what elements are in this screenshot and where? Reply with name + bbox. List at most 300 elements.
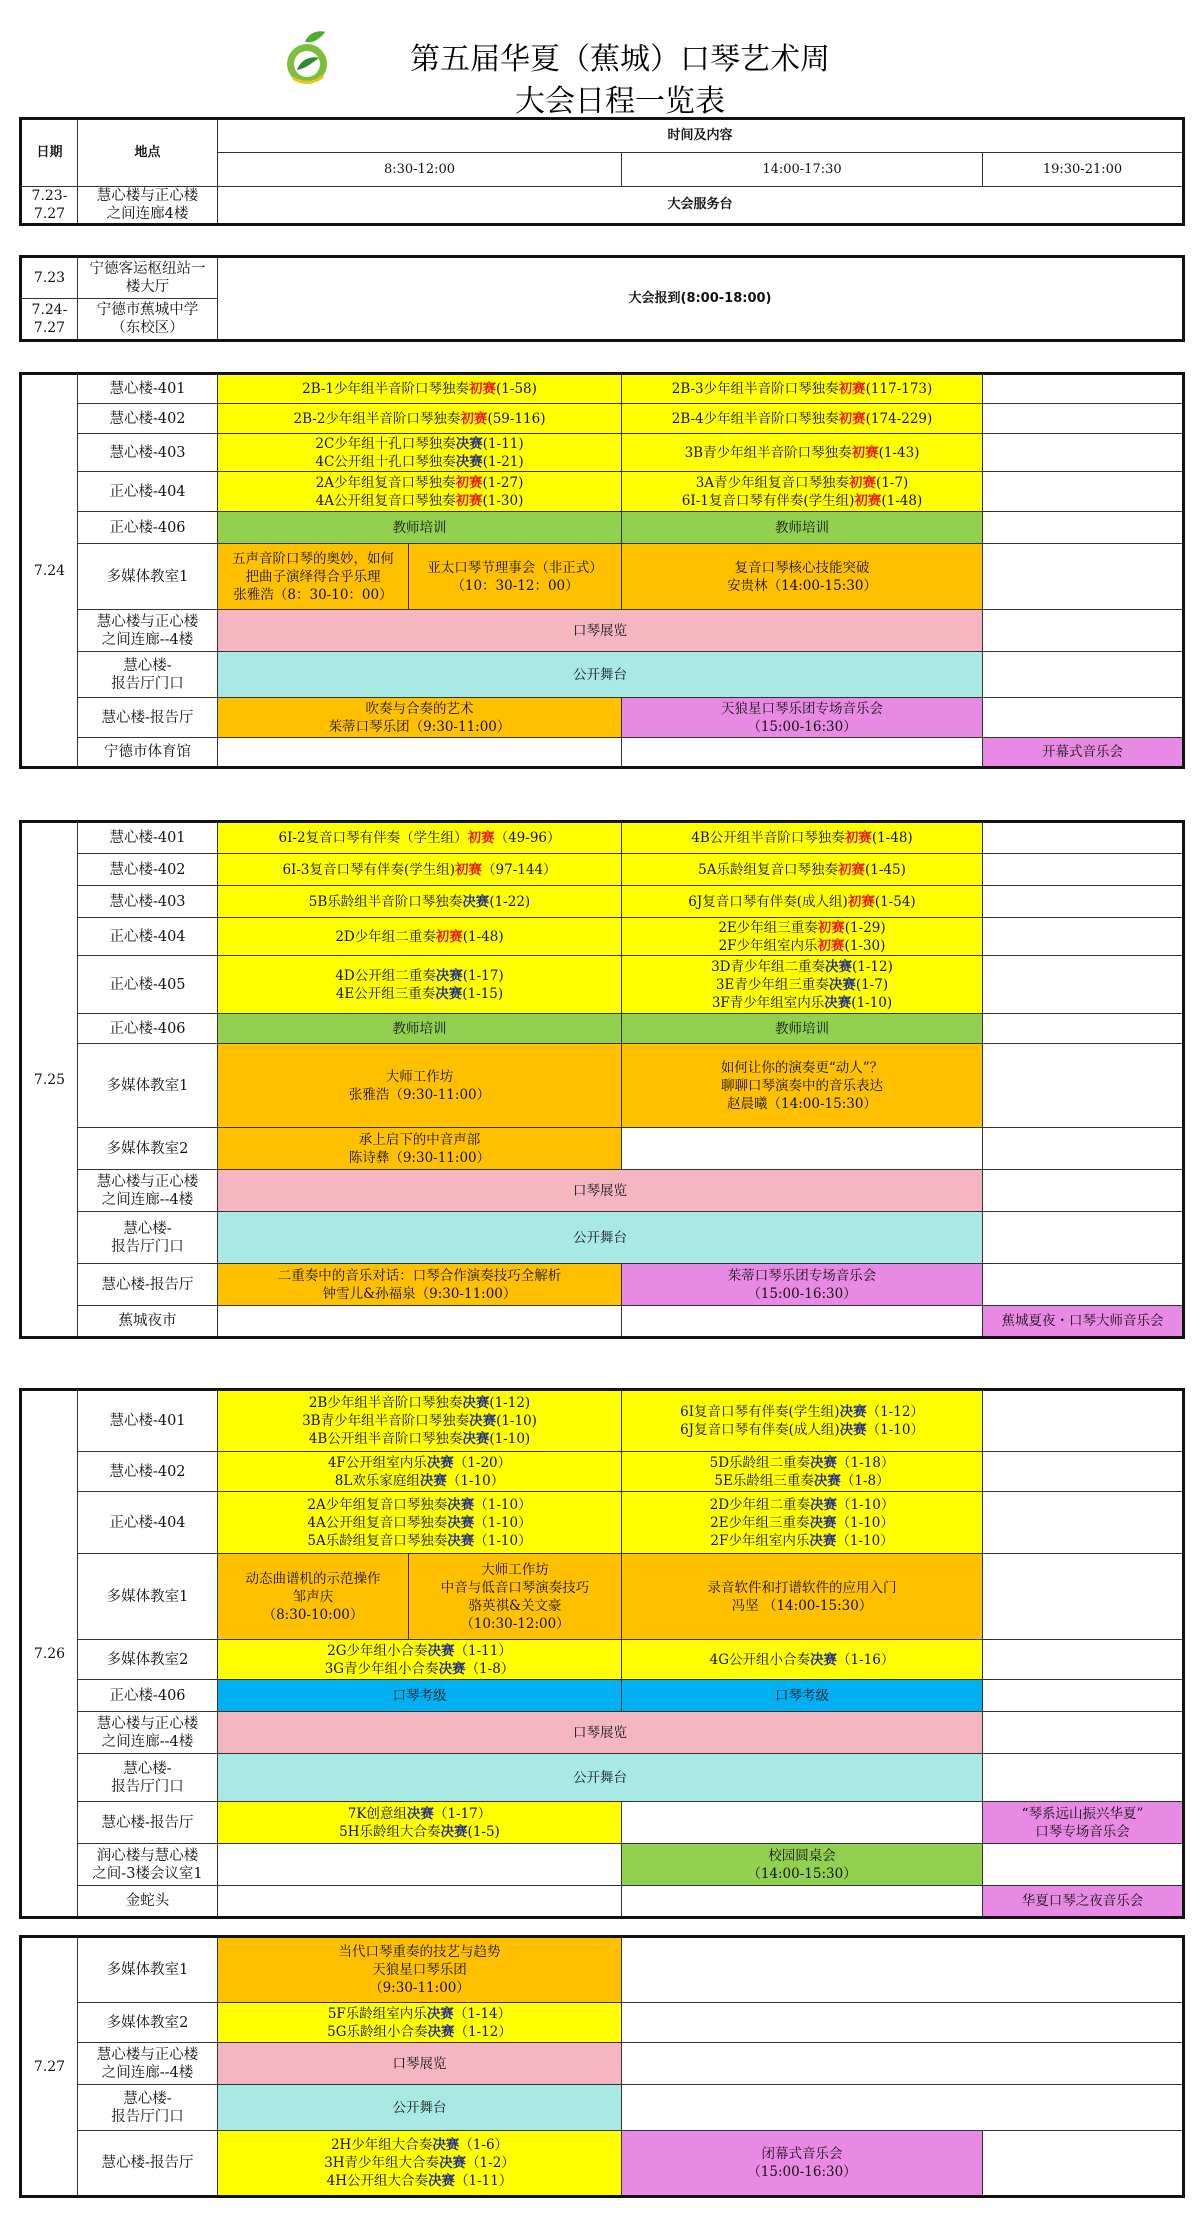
event-line bbox=[624, 1077, 980, 1095]
venue-name-line: 之间连廊--4楼 bbox=[101, 1191, 194, 1208]
event-cell bbox=[622, 886, 983, 918]
event-cell bbox=[622, 2131, 983, 2197]
event-cell bbox=[218, 1492, 622, 1554]
event-line bbox=[624, 893, 980, 911]
event-text: 聊聊口琴演奏中的音乐表达 bbox=[721, 1077, 883, 1094]
empty-cell bbox=[983, 886, 1184, 918]
column-header-date: 日期 bbox=[21, 119, 78, 187]
day-date: 7.25 bbox=[21, 822, 78, 1338]
event-text: （1-11） bbox=[454, 1642, 512, 1659]
event-cell bbox=[622, 1492, 983, 1554]
event-line bbox=[624, 1847, 980, 1865]
venue-name bbox=[78, 1044, 218, 1128]
service-desk-cell: 大会服务台 bbox=[218, 187, 1184, 225]
stage-label-final: 决赛 bbox=[435, 985, 463, 1002]
page-title: 第五届华夏（蕉城）口琴艺术周 bbox=[410, 42, 830, 77]
event-line bbox=[624, 519, 980, 537]
event-text: (117-173) bbox=[865, 381, 933, 397]
schedule-row bbox=[21, 698, 1184, 738]
event-text: （10：30-12：00） bbox=[451, 577, 579, 594]
venue-name bbox=[78, 1640, 218, 1680]
venue-name-line: 报告厅门口 bbox=[111, 2108, 184, 2125]
event-text: 3B青少年组半音阶口琴独奏 bbox=[302, 1413, 470, 1429]
event-cell bbox=[218, 2085, 622, 2131]
stage-label-final: 决赛 bbox=[455, 435, 483, 452]
day-table bbox=[19, 372, 1185, 769]
event-text: 2B-3少年组半音阶口琴独奏 bbox=[671, 381, 839, 397]
event-line bbox=[624, 1267, 980, 1285]
schedule-row bbox=[21, 1680, 1184, 1712]
schedule-row bbox=[21, 1212, 1184, 1264]
event-line bbox=[985, 1805, 1180, 1823]
event-line bbox=[220, 1394, 619, 1412]
event-line bbox=[624, 1514, 980, 1532]
event-line bbox=[624, 444, 980, 462]
empty-cell bbox=[983, 544, 1184, 610]
empty-cell bbox=[983, 1170, 1184, 1212]
event-line bbox=[624, 718, 980, 736]
event-text: （15:00-16:30） bbox=[747, 2164, 857, 2180]
event-line bbox=[624, 2145, 980, 2163]
event-text: 把曲子演绎得合乎乐理 bbox=[245, 568, 381, 585]
event-cell bbox=[983, 1886, 1184, 1918]
event-text: (1-15) bbox=[462, 985, 504, 1002]
event-line bbox=[220, 1514, 619, 1532]
event-text: 6I-2复音口琴有伴奏（学生组） bbox=[278, 830, 468, 846]
venue-name-line: 慧心楼-报告厅 bbox=[101, 709, 194, 726]
event-cell bbox=[218, 1014, 622, 1044]
schedule-header-table bbox=[19, 117, 1185, 226]
event-text: (1-22) bbox=[489, 893, 531, 910]
empty-cell bbox=[983, 1492, 1184, 1554]
event-line bbox=[220, 586, 406, 604]
event-cell bbox=[218, 1554, 409, 1640]
event-line bbox=[220, 1823, 619, 1841]
event-text: （1-8） bbox=[465, 1660, 515, 1677]
event-line bbox=[624, 829, 980, 847]
event-line bbox=[624, 1285, 980, 1303]
schedule-row bbox=[21, 822, 1184, 854]
event-line bbox=[624, 559, 980, 577]
stage-label-preliminary: 初赛 bbox=[847, 893, 875, 910]
event-text: 口琴展览 bbox=[573, 1182, 627, 1199]
venue-name-line: 慧心楼与正心楼 bbox=[96, 1173, 199, 1190]
column-header-afternoon: 14:00-17:30 bbox=[622, 153, 983, 187]
event-line bbox=[624, 937, 980, 955]
event-line bbox=[411, 1615, 619, 1633]
event-line bbox=[220, 435, 619, 453]
venue-name bbox=[78, 1212, 218, 1264]
empty-cell bbox=[622, 2085, 1184, 2131]
venue-name bbox=[78, 1492, 218, 1554]
schedule-row bbox=[21, 1802, 1184, 1844]
event-line bbox=[220, 967, 619, 985]
event-text: 2E少年组三重奏 bbox=[718, 919, 818, 936]
event-cell bbox=[218, 652, 983, 698]
venue-name-line: 多媒体教室1 bbox=[106, 568, 189, 585]
day-section-0725 bbox=[19, 820, 1182, 1339]
venue-name bbox=[78, 434, 218, 472]
event-text: 2H少年组大合奏 bbox=[330, 2137, 433, 2153]
event-line bbox=[220, 1229, 980, 1247]
venue-name bbox=[78, 2003, 218, 2043]
stage-label-final: 决赛 bbox=[439, 2155, 467, 2171]
venue-name bbox=[78, 610, 218, 652]
event-line bbox=[411, 559, 619, 577]
venue-name-line: 正心楼-405 bbox=[109, 976, 186, 993]
event-cell bbox=[622, 374, 983, 404]
event-cell bbox=[622, 1452, 983, 1492]
venue-name bbox=[78, 698, 218, 738]
event-cell bbox=[983, 1802, 1184, 1844]
stage-label-final: 决赛 bbox=[438, 1660, 466, 1677]
stage-label-preliminary: 初赛 bbox=[817, 937, 845, 954]
venue-name bbox=[78, 1170, 218, 1212]
event-line bbox=[220, 622, 980, 640]
venue-name-line: 报告厅门口 bbox=[111, 675, 184, 692]
event-line bbox=[220, 2023, 619, 2041]
event-line bbox=[624, 1865, 980, 1883]
event-text: （1-8） bbox=[840, 1472, 890, 1489]
event-cell bbox=[218, 2003, 622, 2043]
event-text: （15:00-16:30） bbox=[747, 718, 857, 735]
event-cell bbox=[983, 1306, 1184, 1338]
event-text: 公开舞台 bbox=[573, 1229, 627, 1246]
event-text: 口琴展览 bbox=[392, 2055, 447, 2072]
stage-label-preliminary: 初赛 bbox=[467, 830, 495, 846]
venue-name-line: 多媒体教室1 bbox=[106, 1962, 189, 1978]
schedule-row bbox=[21, 854, 1184, 886]
event-line bbox=[220, 550, 406, 568]
event-line bbox=[624, 2163, 980, 2181]
stage-label-preliminary: 初赛 bbox=[817, 919, 845, 936]
event-text: 4B公开组半音阶口琴独奏 bbox=[691, 830, 845, 846]
stage-label-preliminary: 初赛 bbox=[837, 861, 865, 878]
event-line bbox=[220, 861, 619, 879]
event-line bbox=[624, 919, 980, 937]
event-text: (1-54) bbox=[874, 893, 916, 910]
event-cell bbox=[218, 1128, 622, 1170]
event-line bbox=[624, 958, 980, 976]
event-line bbox=[220, 2172, 619, 2190]
event-text: (1-17) bbox=[462, 967, 504, 984]
event-text: 动态曲谱机的示范操作 bbox=[245, 1570, 381, 1587]
event-line bbox=[220, 1769, 980, 1787]
empty-cell bbox=[983, 1390, 1184, 1452]
empty-cell bbox=[983, 1640, 1184, 1680]
venue-name-line: 慧心楼-402 bbox=[109, 1463, 186, 1480]
empty-cell bbox=[218, 1306, 622, 1338]
venue-name bbox=[78, 404, 218, 434]
day-section-0724 bbox=[19, 372, 1182, 769]
event-line bbox=[220, 1496, 619, 1514]
header-section bbox=[19, 117, 1182, 226]
event-cell bbox=[622, 512, 983, 544]
event-text: 骆英祺&关文豪 bbox=[468, 1597, 562, 1614]
event-line bbox=[220, 1086, 619, 1104]
stage-label-final: 决赛 bbox=[426, 1454, 454, 1471]
event-cell bbox=[622, 1680, 983, 1712]
venue-name-line: 慧心楼-402 bbox=[109, 410, 186, 427]
event-text: (1-11) bbox=[482, 435, 524, 452]
event-line bbox=[220, 2055, 619, 2073]
venue-name bbox=[78, 2085, 218, 2131]
event-text: （49-96） bbox=[494, 830, 561, 846]
event-text: 天狼星口琴乐团专场音乐会 bbox=[721, 700, 884, 717]
event-text: 5B乐龄组半音阶口琴独奏 bbox=[308, 893, 463, 910]
stage-label-final: 决赛 bbox=[455, 453, 483, 470]
event-text: 5A乐龄组复音口琴独奏 bbox=[307, 1532, 448, 1549]
event-line bbox=[985, 1823, 1180, 1841]
event-text: (1-48) bbox=[462, 928, 504, 945]
registration-date: 7.24-7.27 bbox=[21, 299, 78, 341]
stage-label-final: 决赛 bbox=[462, 1395, 490, 1411]
event-line bbox=[220, 492, 619, 510]
event-text: （1-20） bbox=[453, 1454, 512, 1471]
event-line bbox=[220, 1660, 619, 1678]
event-line bbox=[624, 410, 980, 428]
empty-cell bbox=[983, 404, 1184, 434]
event-text: （97-144） bbox=[482, 861, 557, 878]
venue-name-line: 慧心楼-报告厅 bbox=[101, 1814, 194, 1831]
event-line bbox=[220, 1606, 406, 1624]
stage-label-preliminary: 初赛 bbox=[460, 410, 488, 427]
registration-section bbox=[19, 255, 1182, 342]
event-text: （1-6） bbox=[459, 2137, 509, 2153]
event-cell bbox=[622, 1554, 983, 1640]
stage-label-final: 决赛 bbox=[440, 1823, 468, 1840]
event-text: (1-12) bbox=[489, 1395, 531, 1411]
event-line bbox=[220, 928, 619, 946]
event-line bbox=[624, 700, 980, 718]
event-text: （8:30-10:00） bbox=[262, 1606, 364, 1623]
event-text: 6J复音口琴有伴奏(成人组) bbox=[688, 893, 848, 910]
stage-label-final: 决赛 bbox=[809, 1532, 837, 1549]
event-line bbox=[624, 861, 980, 879]
empty-cell bbox=[983, 2131, 1184, 2197]
venue-name-line: 慧心楼-401 bbox=[109, 830, 186, 846]
stage-label-final: 决赛 bbox=[810, 1651, 838, 1668]
event-text: 6I-3复音口琴有伴奏(学生组) bbox=[282, 861, 456, 878]
event-text: 2F少年组室内乐 bbox=[718, 937, 818, 954]
event-text: 冯坚 （14:00-15:30） bbox=[731, 1597, 873, 1614]
empty-cell bbox=[983, 1014, 1184, 1044]
event-text: 2B-4少年组半音阶口琴独奏 bbox=[671, 410, 839, 427]
stage-label-final: 决赛 bbox=[839, 1404, 867, 1420]
event-line bbox=[985, 1892, 1180, 1910]
stage-label-final: 决赛 bbox=[824, 994, 852, 1011]
registration-cell: 大会报到(8:00-18:00) bbox=[218, 257, 1184, 341]
event-line bbox=[985, 743, 1180, 761]
empty-cell bbox=[218, 1844, 622, 1886]
event-line bbox=[220, 1642, 619, 1660]
venue-name bbox=[78, 544, 218, 610]
empty-cell bbox=[983, 1712, 1184, 1754]
event-text: (1-48) bbox=[871, 830, 913, 846]
event-line bbox=[220, 1724, 980, 1742]
event-line bbox=[624, 1687, 980, 1705]
event-text: 6I-1复音口琴有伴奏(学生组) bbox=[681, 492, 855, 509]
schedule-row bbox=[21, 610, 1184, 652]
event-text: (1-12) bbox=[852, 958, 893, 975]
venue-name bbox=[78, 822, 218, 854]
venue-name-line: 慧心楼-报告厅 bbox=[101, 2155, 194, 2171]
venue-name-line: 正心楼-406 bbox=[109, 1020, 186, 1037]
venue-name bbox=[78, 374, 218, 404]
venue-name bbox=[78, 512, 218, 544]
event-text: 4A公开组复音口琴独奏 bbox=[315, 492, 456, 509]
event-text: (1-27) bbox=[482, 474, 524, 491]
venue-name bbox=[78, 918, 218, 956]
event-line bbox=[220, 700, 619, 718]
empty-cell bbox=[983, 822, 1184, 854]
event-text: (174-229) bbox=[865, 410, 933, 427]
empty-cell bbox=[622, 2003, 1184, 2043]
schedule-row bbox=[21, 738, 1184, 768]
venue-name-line: 慧心楼与正心楼 bbox=[96, 613, 199, 630]
schedule-row bbox=[21, 918, 1184, 956]
event-cell bbox=[218, 472, 622, 512]
event-line bbox=[220, 2099, 619, 2117]
empty-cell bbox=[622, 738, 983, 768]
venue-name-line: 正心楼-404 bbox=[109, 483, 186, 500]
stage-label-preliminary: 初赛 bbox=[455, 492, 483, 509]
venue-name bbox=[78, 886, 218, 918]
event-text: 口琴展览 bbox=[573, 1724, 627, 1741]
event-cell bbox=[622, 472, 983, 512]
event-text: 3A青少年组复音口琴独奏 bbox=[695, 474, 850, 491]
event-text: 如何让你的演奏更“动人”？ bbox=[720, 1059, 884, 1076]
event-line bbox=[220, 1943, 619, 1961]
stage-label-final: 决赛 bbox=[462, 893, 490, 910]
empty-cell bbox=[983, 1452, 1184, 1492]
event-line bbox=[220, 1961, 619, 1979]
event-line bbox=[220, 1454, 619, 1472]
event-line bbox=[220, 1020, 619, 1038]
event-text: 2B-1少年组半音阶口琴独奏 bbox=[302, 381, 470, 397]
event-text: 3B青少年组半音阶口琴独奏 bbox=[684, 444, 852, 461]
empty-cell bbox=[983, 1680, 1184, 1712]
event-line bbox=[220, 410, 619, 428]
event-line bbox=[624, 1579, 980, 1597]
event-cell bbox=[218, 1170, 983, 1212]
event-cell bbox=[218, 1044, 622, 1128]
venue-name-line: 之间连廊--4楼 bbox=[101, 631, 194, 648]
day-date: 7.26 bbox=[21, 1390, 78, 1918]
event-text: 4G公开组小合奏 bbox=[709, 1651, 811, 1668]
event-text: 6J复音口琴有伴奏(成人组) bbox=[680, 1422, 840, 1438]
venue-name bbox=[78, 738, 218, 768]
event-text: 4B公开组半音阶口琴独奏 bbox=[308, 1431, 463, 1447]
event-text: 8L欢乐家庭组 bbox=[334, 1472, 420, 1489]
event-text: 录音软件和打谱软件的应用入门 bbox=[707, 1579, 897, 1596]
empty-cell bbox=[983, 698, 1184, 738]
event-line bbox=[220, 1979, 619, 1997]
event-text: （15:00-16:30） bbox=[747, 1285, 857, 1302]
event-cell bbox=[218, 2043, 622, 2085]
event-text: （1-10） bbox=[474, 1514, 532, 1531]
event-text: （1-10） bbox=[836, 1514, 894, 1531]
stage-label-final: 决赛 bbox=[810, 1454, 838, 1471]
venue-name bbox=[78, 1754, 218, 1802]
empty-cell bbox=[983, 512, 1184, 544]
day-table bbox=[19, 820, 1185, 1339]
stage-label-final: 决赛 bbox=[447, 1514, 475, 1531]
event-text: 5F乐龄组室内乐 bbox=[327, 2005, 427, 2022]
service-place: 慧心楼与正心楼 之间连廊4楼 bbox=[78, 187, 218, 225]
event-line bbox=[624, 1095, 980, 1113]
event-cell bbox=[218, 374, 622, 404]
event-cell bbox=[983, 738, 1184, 768]
schedule-row bbox=[21, 1306, 1184, 1338]
event-text: （1-10） bbox=[474, 1496, 532, 1513]
stage-label-final: 决赛 bbox=[426, 2005, 454, 2022]
event-text: (59-116) bbox=[487, 410, 546, 427]
event-text: (1-5) bbox=[467, 1823, 500, 1840]
venue-name bbox=[78, 1554, 218, 1640]
schedule-row bbox=[21, 512, 1184, 544]
event-cell bbox=[409, 544, 622, 610]
venue-name bbox=[78, 1306, 218, 1338]
event-line bbox=[220, 453, 619, 471]
stage-label-preliminary: 初赛 bbox=[838, 410, 866, 427]
schedule-row bbox=[21, 472, 1184, 512]
stage-label-preliminary: 初赛 bbox=[469, 381, 497, 397]
event-text: 陈诗彝（9:30-11:00） bbox=[348, 1149, 491, 1166]
event-text: 2B-2少年组半音阶口琴独奏 bbox=[293, 410, 461, 427]
event-cell bbox=[622, 404, 983, 434]
stage-label-final: 决赛 bbox=[447, 1496, 475, 1513]
event-text: 3H青少年组大合奏 bbox=[324, 2155, 440, 2171]
event-cell bbox=[622, 434, 983, 472]
venue-name bbox=[78, 2043, 218, 2085]
event-line bbox=[411, 577, 619, 595]
venue-name-line: 正心楼-404 bbox=[109, 1514, 186, 1531]
venue-name-line: 多媒体教室1 bbox=[106, 1588, 189, 1605]
event-line bbox=[220, 474, 619, 492]
event-text: 开幕式音乐会 bbox=[1042, 744, 1124, 760]
page-subtitle: 大会日程一览表 bbox=[515, 84, 725, 119]
schedule-row bbox=[21, 404, 1184, 434]
event-text: （1-17） bbox=[433, 1805, 492, 1822]
venue-name-line: 之间连廊--4楼 bbox=[101, 1733, 194, 1750]
event-line bbox=[220, 1149, 619, 1167]
event-line bbox=[220, 1068, 619, 1086]
stage-label-final: 决赛 bbox=[828, 976, 856, 993]
event-line bbox=[220, 519, 619, 537]
venue-name-line: 正心楼-404 bbox=[109, 928, 186, 945]
event-text: （1-14） bbox=[453, 2005, 512, 2022]
event-text: 2F少年组室内乐 bbox=[710, 1532, 810, 1549]
event-text: 3F青少年组室内乐 bbox=[711, 994, 825, 1011]
event-text: (1-21) bbox=[482, 453, 524, 470]
venue-name-line: 慧心楼-401 bbox=[109, 381, 186, 397]
event-cell bbox=[218, 2131, 622, 2197]
venue-name-line: 慧心楼-403 bbox=[109, 444, 186, 461]
event-text: 承上启下的中音声部 bbox=[358, 1131, 481, 1148]
registration-place: 宁德市蕉城中学 （东校区） bbox=[78, 299, 218, 341]
event-text: 邹声庆 bbox=[292, 1588, 334, 1605]
schedule-row bbox=[21, 544, 1184, 610]
event-text: （10:30-12:00） bbox=[460, 1615, 570, 1632]
event-cell bbox=[218, 404, 622, 434]
day-date: 7.27 bbox=[21, 1937, 78, 2197]
event-line bbox=[624, 380, 980, 398]
event-text: 当代口琴重奏的技艺与趋势 bbox=[338, 1944, 501, 1960]
event-text: 2C少年组十孔口琴独奏 bbox=[315, 435, 456, 452]
event-line bbox=[220, 2136, 619, 2154]
event-text: 大师工作坊 bbox=[481, 1561, 549, 1578]
